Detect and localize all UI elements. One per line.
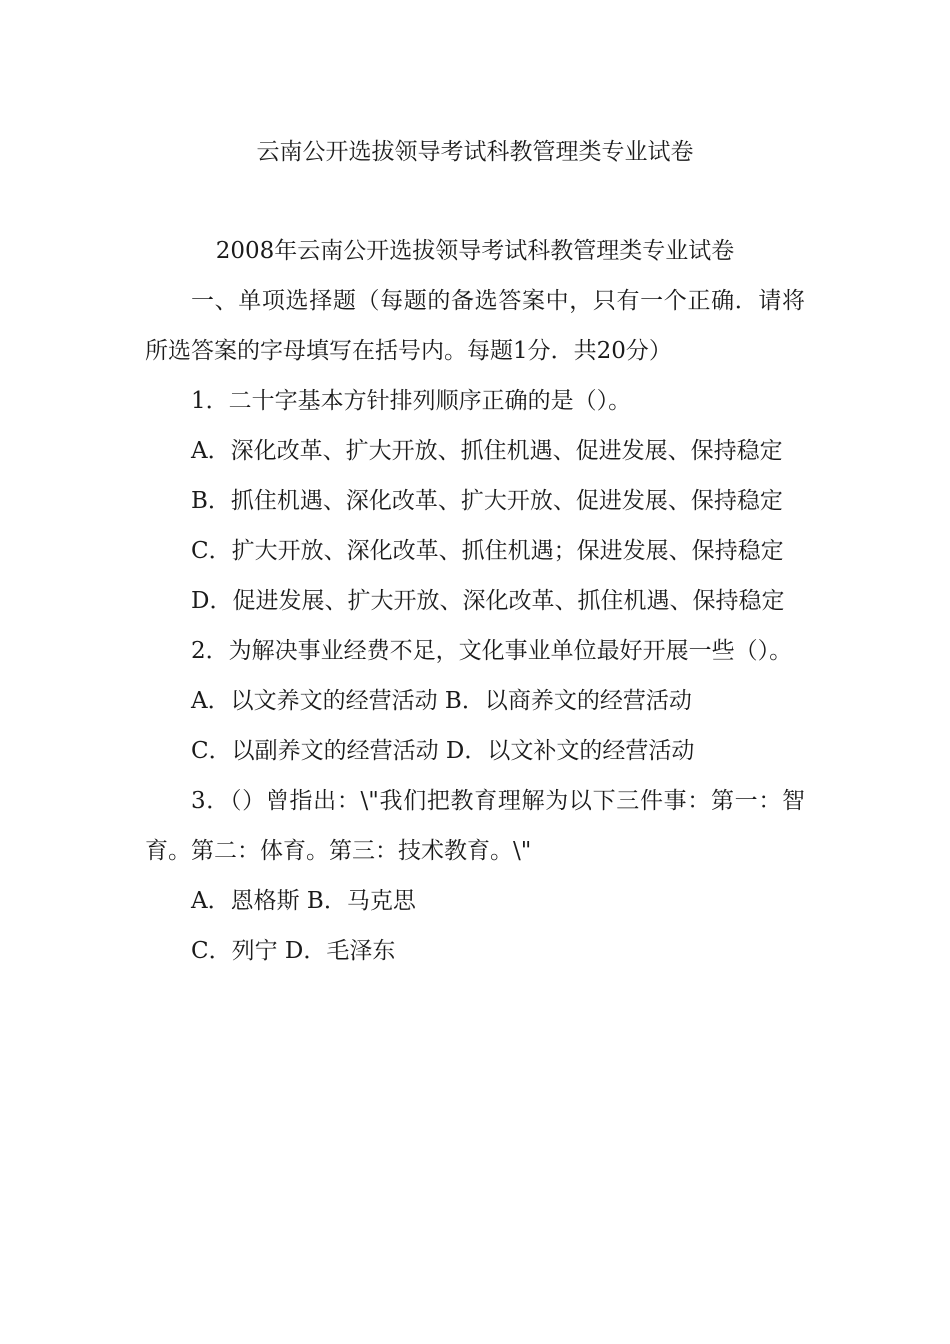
exam-title: 2008年云南公开选拔领导考试科教管理类专业试卷 xyxy=(215,238,735,264)
question-2: 2．为解决事业经费不足，文化事业单位最好开展一些（）。 xyxy=(191,638,793,664)
question-1-option-c: C．扩大开放、深化改革、抓住机遇；保进发展、保持稳定 xyxy=(191,538,784,564)
question-3-options-ab: A．恩格斯 B．马克思 xyxy=(191,888,416,914)
section-instructions: 一、单项选择题（每题的备选答案中，只有一个正确．请将所选答案的字母填写在括号内。每题1分．共20分） xyxy=(145,288,805,364)
document-header-title: 云南公开选拔领导考试科教管理类专业试卷 xyxy=(256,139,694,165)
question-1-option-a: A．深化改革、扩大开放、抓住机遇、促进发展、保持稳定 xyxy=(191,438,783,464)
question-3: 3．（）曾指出：\"我们把教育理解为以下三件事：第一：智育。第二：体育。第三：技术教育。\" xyxy=(145,788,805,864)
question-1: 1．二十字基本方针排列顺序正确的是（）。 xyxy=(191,388,632,414)
question-2-options-ab: A．以文养文的经营活动 B．以商养文的经营活动 xyxy=(191,688,692,714)
question-1-option-d: D．促进发展、扩大开放、深化改革、抓住机遇、保持稳定 xyxy=(191,588,785,614)
question-3-options-cd: C．列宁 D．毛泽东 xyxy=(191,938,396,964)
document-body xyxy=(145,226,805,976)
question-1-option-b: B．抓住机遇、深化改革、扩大开放、促进发展、保持稳定 xyxy=(191,488,783,514)
question-2-options-cd: C．以副养文的经营活动 D．以文补文的经营活动 xyxy=(191,738,695,764)
